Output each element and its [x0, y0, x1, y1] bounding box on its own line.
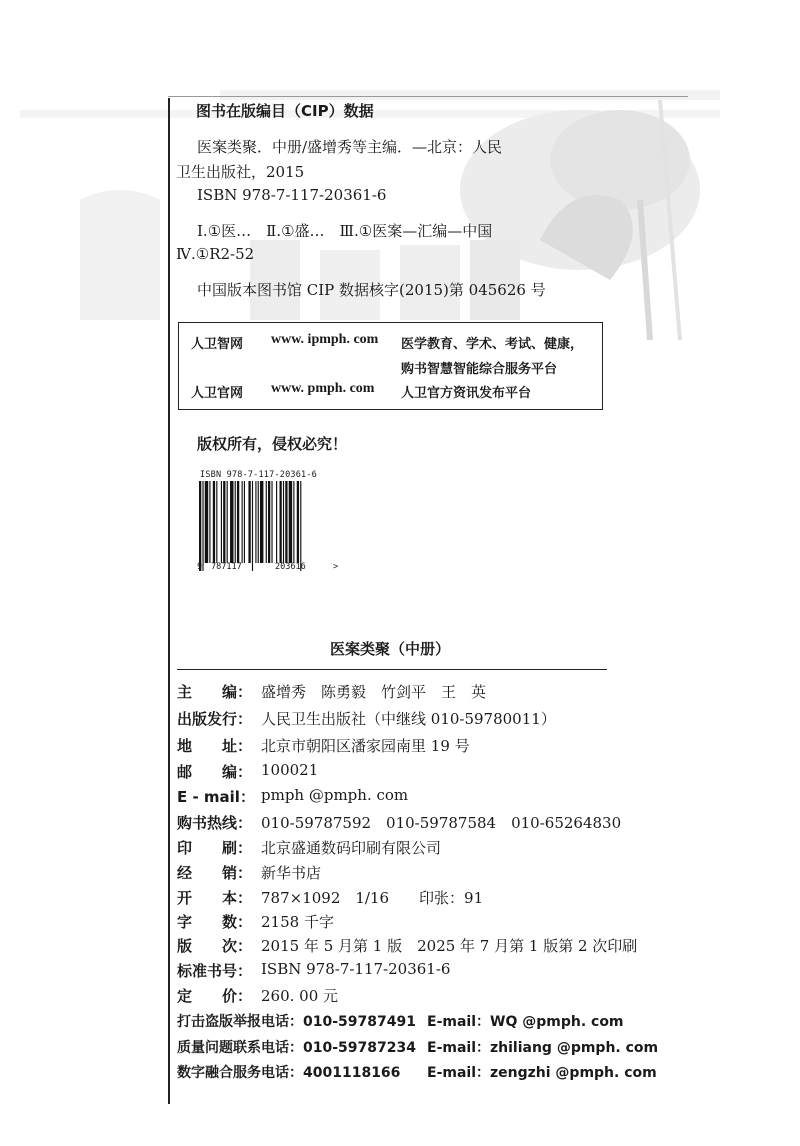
barcode-bar	[199, 481, 201, 571]
barcode-bar	[205, 481, 208, 563]
barcode-bar	[285, 481, 287, 563]
barcode-bar	[266, 481, 267, 563]
barcode-bar	[213, 481, 215, 563]
contact-row	[177, 1037, 659, 1057]
barcode-bar	[216, 481, 217, 563]
contact-phone: 数字融合服务电话：4001118166	[177, 1065, 401, 1081]
detail-label: 字 数：	[177, 913, 253, 931]
barcode-bar	[297, 481, 299, 563]
detail-value: 2015 年 5 月第 1 版 2025 年 7 月第 1 版第 2 次印刷	[261, 937, 638, 955]
cip-heading: 图书在版编目（CIP）数据	[196, 102, 374, 120]
left-margin-rule	[168, 98, 170, 1104]
detail-label: 版 次：	[177, 937, 253, 955]
barcode-bar	[255, 481, 256, 563]
detail-value: 787×1092 1/16 印张：91	[261, 889, 484, 907]
detail-label: 经 销：	[177, 864, 253, 882]
detail-value: 260. 00 元	[261, 987, 339, 1005]
platform-info-box	[178, 322, 603, 410]
detail-value: 北京盛通数码印刷有限公司	[261, 839, 442, 857]
barcode-bar	[242, 481, 243, 563]
cip-line-2: 卫生出版社，2015	[176, 163, 305, 181]
barcode-isbn-text: ISBN 978-7-117-20361-6	[200, 470, 317, 480]
barcode-bar	[293, 481, 294, 563]
platform-desc-1b: 购书智慧智能综合服务平台	[401, 362, 558, 377]
detail-label: 地 址：	[177, 737, 253, 755]
detail-value: 人民卫生出版社（中继线 010-59780011）	[261, 710, 556, 728]
detail-value: ISBN 978-7-117-20361-6	[261, 960, 451, 978]
detail-label: 邮 编：	[177, 763, 253, 781]
barcode-bar	[260, 481, 263, 563]
detail-label: 印 刷：	[177, 839, 253, 857]
detail-label: 标准书号：	[177, 962, 253, 980]
top-divider	[168, 96, 688, 97]
contact-phone: 打击盗版举报电话：010-59787491	[177, 1014, 416, 1030]
detail-value: 北京市朝阳区潘家园南里 19 号	[261, 737, 470, 755]
detail-value: 010-59787592 010-59787584 010-65264830	[261, 814, 622, 832]
cip-line-3: ISBN 978-7-117-20361-6	[197, 186, 387, 204]
contact-email[interactable]: E-mail：zengzhi @pmph. com	[427, 1065, 657, 1081]
platform-name-1: 人卫智网	[191, 337, 244, 352]
detail-value: 盛增秀 陈勇毅 竹剑平 王 英	[261, 683, 487, 701]
detail-label: 出版发行：	[177, 710, 253, 728]
barcode-digits	[197, 562, 347, 574]
barcode-bar	[289, 481, 292, 563]
barcode-bar	[258, 481, 259, 563]
barcode-bar	[248, 481, 250, 563]
detail-label: 定 价：	[177, 987, 253, 1005]
detail-value: 100021	[261, 761, 319, 779]
barcode-group-right: 203616	[275, 562, 306, 572]
contact-phone: 质量问题联系电话：010-59787234	[177, 1040, 416, 1056]
platform-desc-1a: 医学教育、学术、考试、健康，	[401, 337, 584, 352]
copyright-notice: 版权所有，侵权必究！	[197, 435, 348, 453]
barcode-bar	[223, 481, 225, 563]
detail-label: 开 本：	[177, 889, 253, 907]
contact-row	[177, 1011, 624, 1031]
barcode-bar	[283, 481, 284, 563]
barcode-bar	[280, 481, 282, 563]
barcode-symbol: >	[333, 562, 339, 572]
barcode-bar	[221, 481, 222, 563]
title-divider	[177, 669, 607, 670]
platform-url-1[interactable]: www. ipmph. com	[271, 332, 379, 347]
detail-label: E - mail：	[177, 788, 255, 806]
barcode-digit-first: 9	[197, 562, 203, 572]
barcode-bar	[271, 481, 272, 563]
contact-row	[177, 1062, 657, 1082]
barcode-bar	[237, 481, 239, 563]
detail-value: 新华书店	[261, 864, 322, 882]
barcode-bar	[209, 481, 210, 563]
barcode-bar	[252, 481, 253, 571]
isbn-barcode	[199, 481, 339, 571]
barcode-bar	[202, 481, 203, 571]
barcode-bar	[235, 481, 236, 563]
barcode-bar	[276, 481, 277, 563]
cip-line-4: Ⅰ.①医… Ⅱ.①盛… Ⅲ.①医案—汇编—中国	[197, 222, 493, 240]
contact-email[interactable]: E-mail：WQ @pmph. com	[427, 1014, 624, 1030]
detail-label: 购书热线：	[177, 814, 253, 832]
cip-line-6: 中国版本图书馆 CIP 数据核字(2015)第 045626 号	[197, 281, 546, 299]
barcode-bar	[244, 481, 245, 563]
contact-email[interactable]: E-mail：zhiliang @pmph. com	[427, 1040, 659, 1056]
platform-name-2: 人卫官网	[191, 386, 244, 401]
detail-value: 2158 千字	[261, 913, 334, 931]
detail-label: 主 编：	[177, 683, 253, 701]
barcode-bar	[230, 481, 233, 563]
platform-url-2[interactable]: www. pmph. com	[271, 381, 375, 396]
book-title: 医案类聚（中册）	[330, 640, 451, 658]
detail-value: pmph @pmph. com	[261, 786, 409, 804]
platform-desc-2: 人卫官方资讯发布平台	[401, 386, 532, 401]
cip-line-5: Ⅳ.①R2-52	[176, 245, 255, 263]
barcode-group-left: 787117	[211, 562, 242, 572]
barcode-bar	[268, 481, 270, 563]
cip-line-1: 医案类聚．中册/盛增秀等主编．—北京：人民	[197, 138, 503, 156]
barcode-bar	[227, 481, 228, 563]
barcode-bar	[300, 481, 301, 571]
